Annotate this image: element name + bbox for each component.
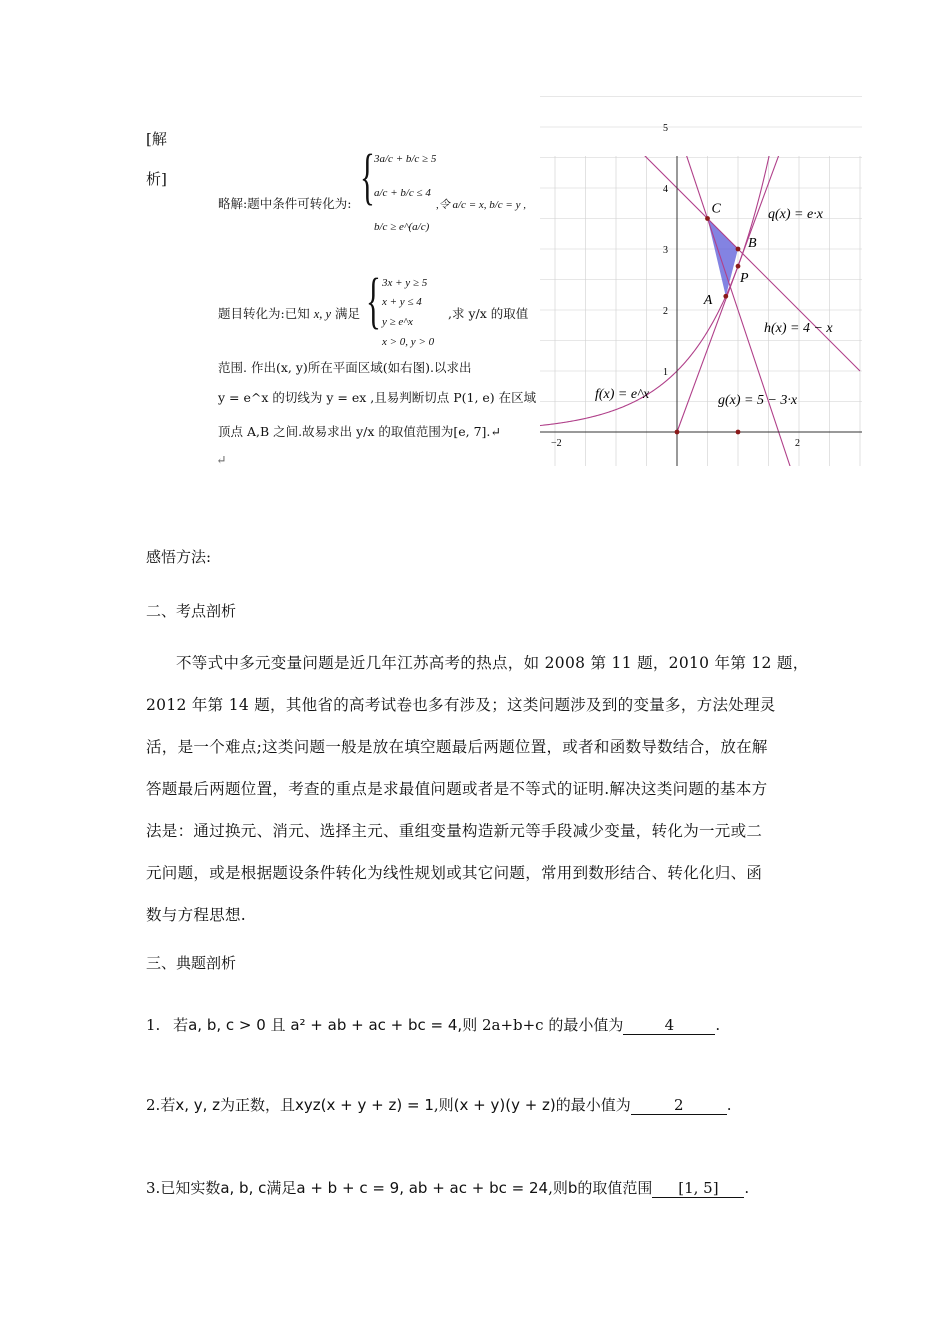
- label-point-c: C: [711, 201, 721, 217]
- label-g: g(x) = 5 − 3·x: [718, 393, 798, 408]
- system1-brace: {: [360, 143, 375, 211]
- y-tick-label: 3: [663, 245, 668, 256]
- system2-brace: {: [366, 267, 381, 335]
- paragraph-line-6: 元问题，或是根据题设条件转化为线性规划或其它问题，常用到数形结合、转化化归、函: [146, 864, 763, 882]
- problem-2-math-1: x, y, z: [175, 1096, 221, 1114]
- paragraph-line-2: 2012 年第 14 题，其他省的高考试卷也多有涉及；这类问题涉及到的变量多，方法处理灵: [146, 696, 776, 714]
- problem-3-mid-3: 的取值范围: [577, 1179, 653, 1197]
- system2-line-4: x > 0, y > 0: [382, 336, 435, 348]
- transform-mid: 满足: [335, 306, 361, 321]
- system2-line-2: x + y ≤ 4: [382, 296, 422, 308]
- problem-1-num: 1.: [146, 1016, 161, 1034]
- x-intercept-point: [736, 430, 741, 435]
- typical-heading: 三、典题剖析: [146, 954, 237, 972]
- problem-3-num: 3.: [146, 1179, 161, 1197]
- paragraph-line-1: 不等式中多元变量问题是近几年江苏高考的热点，如 2008 第 11 题，2010 年第 12 题，: [176, 654, 809, 672]
- problem-1-math: a, b, c > 0 且 a² + ab + ac + bc = 4,: [188, 1016, 463, 1034]
- problem-2: [146, 1094, 732, 1115]
- line-q: [677, 92, 802, 432]
- transform-suffix: ,求 y/x 的取值: [448, 306, 529, 321]
- problem-2-mid-3: 的最小值为: [555, 1096, 631, 1114]
- transform-prefix-text: 题目转化为:已知: [218, 306, 310, 321]
- problem-3-answer: [1, 5]: [652, 1179, 744, 1198]
- label-f: f(x) = e^x: [595, 387, 650, 402]
- problem-1-end: .: [715, 1016, 721, 1034]
- problem-3-mid-2: ,则: [548, 1179, 568, 1197]
- y-tick-label: 5: [663, 123, 668, 134]
- system1-line-3: b/c ≥ e^(a/c): [374, 221, 430, 233]
- y-tick-label: 1: [663, 367, 668, 378]
- analysis-line-5: 顶点 A,B 之间.故易求出 y/x 的取值范围为[e, 7].↵: [218, 424, 501, 439]
- paragraph-line-4: 答题最后两题位置，考查的重点是求最值问题或者是不等式的证明.解决这类问题的基本方: [146, 780, 768, 798]
- analysis-line-3: 范围. 作出(x, y)所在平面区域(如右图).以求出: [218, 360, 472, 375]
- problem-1-answer: 4: [623, 1016, 715, 1035]
- problem-2-mid-1: 为正数，且: [220, 1096, 296, 1114]
- problem-2-math-3: (x + y)(y + z): [453, 1096, 556, 1114]
- analysis-line-4: y = e^x 的切线为 y = ex ,且易判断切点 P(1, e) 在区域: [218, 390, 537, 405]
- problem-3-pre: 已知实数: [160, 1179, 221, 1197]
- insight-heading: 感悟方法:: [146, 548, 212, 566]
- label-point-p: P: [740, 271, 749, 287]
- paragraph-line-3: 活，是一个难点;这类问题一般是放在填空题最后两题位置，或者和函数导数结合，放在解: [146, 738, 768, 756]
- problem-1-mid: 则 2a+b+c 的最小值为: [462, 1016, 624, 1034]
- problem-2-end: .: [726, 1096, 732, 1114]
- system2-line-3: y ≥ e^x: [382, 316, 413, 328]
- problem-2-num: 2.: [146, 1096, 161, 1114]
- problem-3-math-3: b: [567, 1179, 578, 1197]
- problem-3: [146, 1177, 749, 1198]
- line-g: [671, 109, 793, 475]
- problem-2-mid-2: ,则: [433, 1096, 454, 1114]
- brief-prefix: 略解:题中条件可转化为:: [218, 196, 352, 211]
- paragraph-line-7: 数与方程思想.: [146, 906, 247, 924]
- problem-2-answer: 2: [631, 1096, 727, 1115]
- problem-3-mid-1: 满足: [266, 1179, 297, 1197]
- point-a: [723, 294, 728, 299]
- problem-3-math-2: a + b + c = 9, ab + ac + bc = 24: [296, 1179, 549, 1197]
- feasible-region: [708, 219, 739, 297]
- x-tick-label: 2: [795, 438, 800, 449]
- origin-point: [675, 430, 680, 435]
- region-graph: [540, 123, 862, 466]
- exam-heading: 二、考点剖析: [146, 602, 237, 620]
- label-point-a: A: [703, 293, 713, 309]
- problem-1: [146, 1014, 720, 1035]
- transform-prefix: [218, 304, 360, 322]
- y-tick-label: 4: [663, 184, 668, 195]
- point-p: [736, 264, 741, 269]
- point-c: [705, 216, 710, 221]
- problem-3-math-1: a, b, c: [220, 1179, 267, 1197]
- system1-line-1: 3a/c + b/c ≥ 5: [374, 153, 437, 165]
- y-tick-label: 2: [663, 306, 668, 317]
- problem-1-pre: 若: [173, 1016, 189, 1034]
- paragraph-line-5: 法是：通过换元、消元、选择主元、重组变量构造新元等手段减少变量，转化为一元或二: [146, 822, 763, 840]
- system1-line-2: a/c + b/c ≤ 4: [374, 187, 431, 199]
- problem-3-end: .: [744, 1179, 750, 1197]
- substitution: ,令 a/c = x, b/c = y ,: [436, 199, 526, 211]
- analysis-label-top: [解: [146, 130, 167, 148]
- problem-2-pre: 若: [160, 1096, 176, 1114]
- label-point-b: B: [748, 236, 757, 251]
- system2-line-1: 3x + y ≥ 5: [382, 277, 428, 289]
- point-b: [736, 247, 741, 252]
- transform-vars: x, y: [313, 307, 332, 321]
- graph-grid: [540, 97, 862, 467]
- analysis-label-bottom: 析]: [146, 170, 167, 188]
- analysis-line-6: ↵: [216, 452, 227, 467]
- label-h: h(x) = 4 − x: [764, 321, 833, 336]
- label-q: q(x) = e·x: [768, 207, 823, 222]
- x-tick-label: −2: [551, 438, 562, 449]
- problem-2-math-2: xyz(x + y + z) = 1: [295, 1096, 434, 1114]
